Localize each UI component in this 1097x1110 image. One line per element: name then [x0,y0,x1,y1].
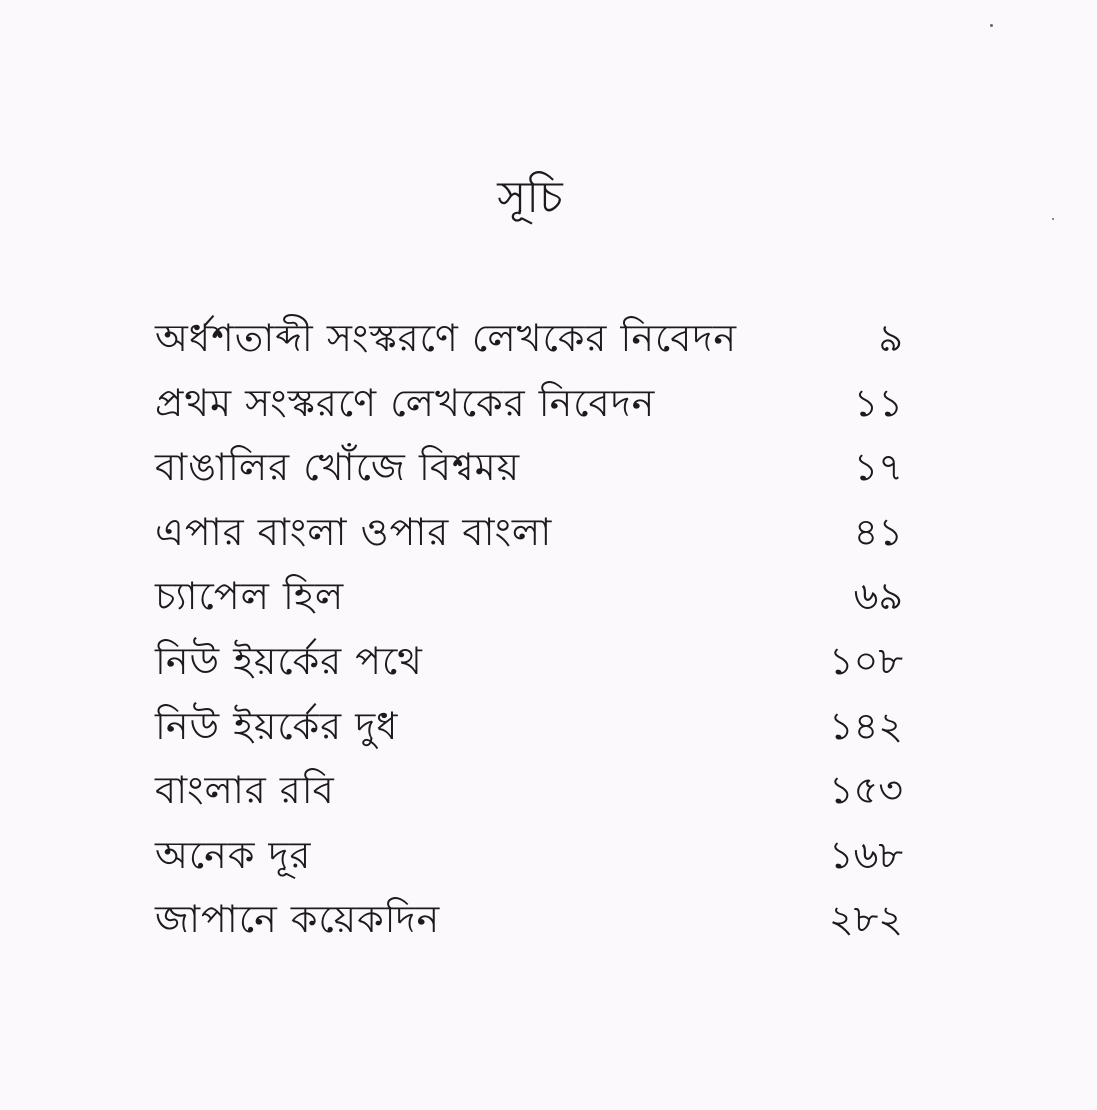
toc-entry-page: ১১ [853,380,903,425]
toc-entry-page: ৬৯ [853,574,903,619]
toc-entry [155,758,903,823]
toc-entry [155,887,903,952]
toc-entry-title: নিউ ইয়র্কের পথে [155,638,423,683]
toc-entry-title: জাপানে কয়েকদিন [155,897,441,942]
toc-entry [155,306,903,371]
toc-entry-page: ১৪২ [828,703,903,748]
toc-entry-title: প্রথম সংস্করণে লেখকের নিবেদন [155,380,656,425]
toc-entry [155,629,903,694]
toc-entry-title: চ্যাপেল হিল [155,574,345,619]
toc-entry-title: অর্ধশতাব্দী সংস্করণে লেখকের নিবেদন [155,316,738,360]
toc-entry-title: এপার বাংলা ওপার বাংলা [155,509,553,554]
toc-entry [155,564,903,629]
toc-entry-page: ১৭ [853,445,903,490]
page-title: সূচি [497,172,563,223]
toc-entry-title: বাঙালির খোঁজে বিশ্বময় [155,445,521,490]
scan-speck [990,24,993,27]
toc-entry-page: ১৫৩ [828,768,903,813]
toc-entry [155,371,903,436]
toc-entry-page: ২৮২ [828,897,903,942]
toc-entry-page: ৪১ [853,509,903,554]
toc-entry [155,435,903,500]
toc-entry [155,500,903,565]
toc-entry-title: বাংলার রবি [155,768,335,813]
toc-entry-page: ১৬৮ [828,832,903,877]
table-of-contents [155,306,903,952]
toc-entry [155,694,903,759]
toc-entry-title: অনেক দূর [155,832,312,877]
toc-entry-page: ৯ [878,316,903,360]
toc-entry [155,823,903,888]
toc-entry-title: নিউ ইয়র্কের দুধ [155,703,399,748]
toc-entry-page: ১০৮ [828,638,903,683]
